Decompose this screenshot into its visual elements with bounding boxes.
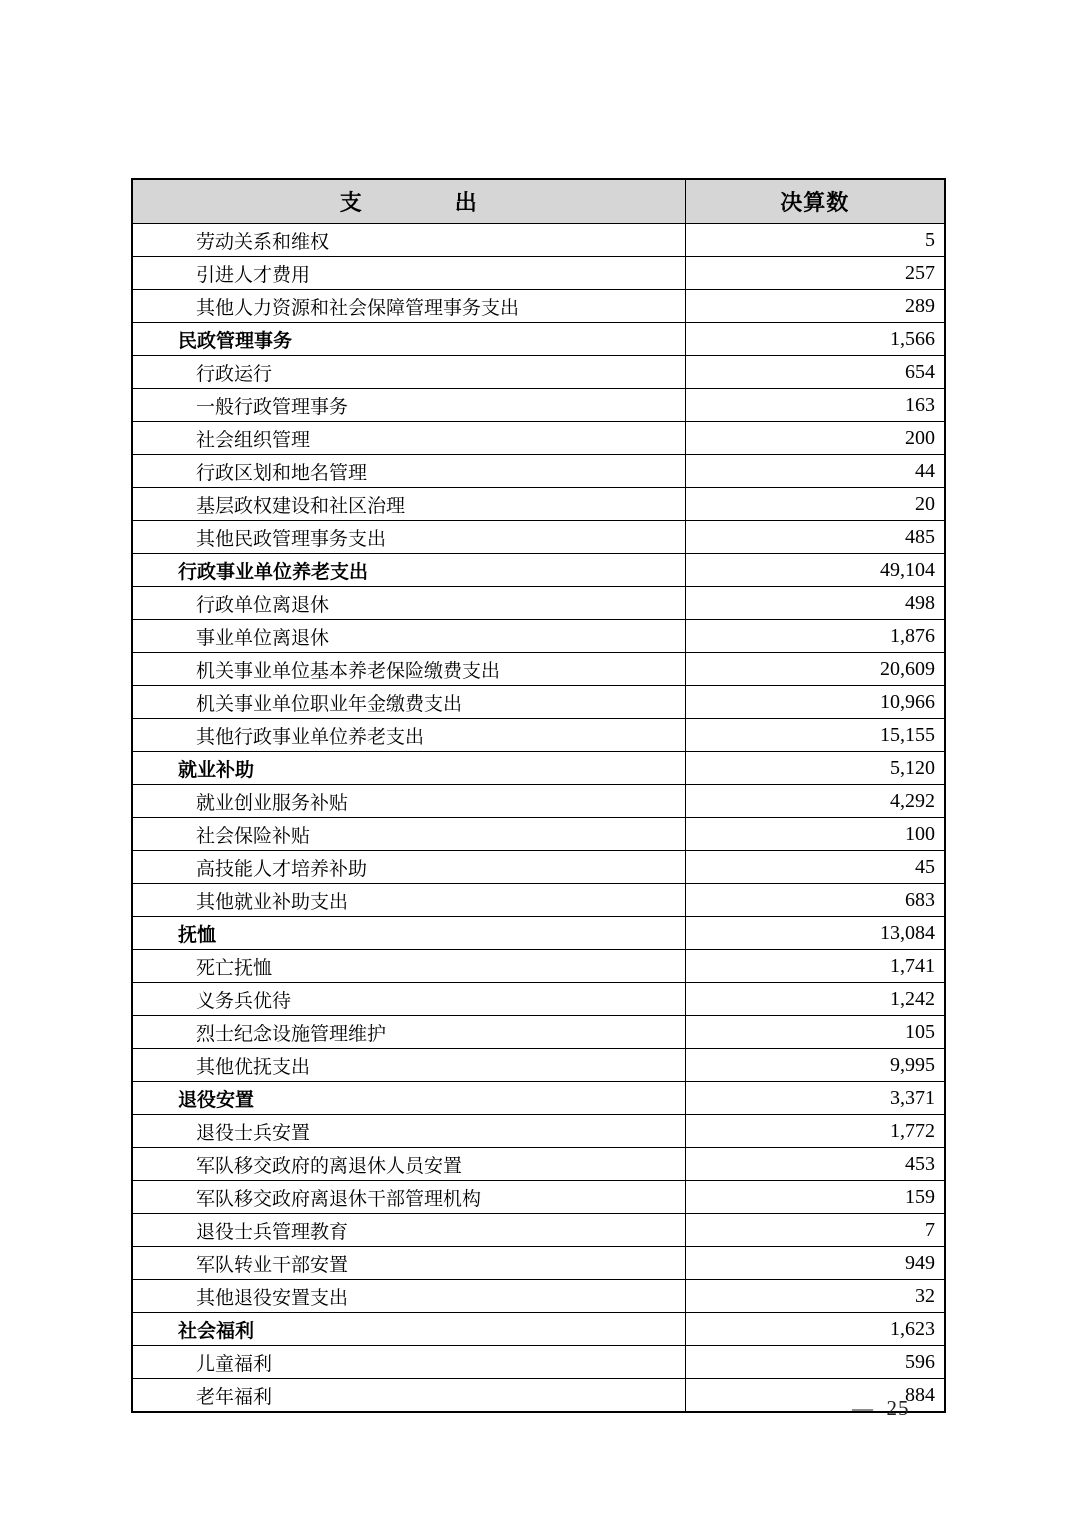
table-row — [132, 752, 945, 785]
final-accounts-amount: 100 — [685, 818, 945, 851]
expenditure-item-label: 社会组织管理 — [132, 422, 685, 455]
expenditure-item-label: 行政单位离退休 — [132, 587, 685, 620]
table-row — [132, 884, 945, 917]
table-row — [132, 422, 945, 455]
expenditure-item-label: 其他就业补助支出 — [132, 884, 685, 917]
final-accounts-amount: 159 — [685, 1181, 945, 1214]
final-accounts-amount: 15,155 — [685, 719, 945, 752]
expenditure-item-label: 军队移交政府离退休干部管理机构 — [132, 1181, 685, 1214]
final-accounts-amount: 45 — [685, 851, 945, 884]
final-accounts-amount: 257 — [685, 257, 945, 290]
table-row — [132, 1247, 945, 1280]
final-accounts-amount: 1,242 — [685, 983, 945, 1016]
expenditure-item-label: 退役安置 — [132, 1082, 685, 1115]
final-accounts-amount: 20 — [685, 488, 945, 521]
table-row — [132, 587, 945, 620]
final-accounts-amount: 884 — [685, 1379, 945, 1413]
expenditure-item-label: 行政运行 — [132, 356, 685, 389]
expenditure-item-label: 社会福利 — [132, 1313, 685, 1346]
expenditure-item-label: 劳动关系和维权 — [132, 224, 685, 257]
final-accounts-amount: 596 — [685, 1346, 945, 1379]
table-row — [132, 950, 945, 983]
final-accounts-amount: 289 — [685, 290, 945, 323]
final-accounts-amount: 105 — [685, 1016, 945, 1049]
table-row — [132, 917, 945, 950]
final-accounts-amount: 5,120 — [685, 752, 945, 785]
table-row — [132, 1313, 945, 1346]
table-row — [132, 290, 945, 323]
final-accounts-amount: 1,623 — [685, 1313, 945, 1346]
expenditure-item-label: 高技能人才培养补助 — [132, 851, 685, 884]
expenditure-item-label: 就业创业服务补贴 — [132, 785, 685, 818]
final-accounts-amount: 1,876 — [685, 620, 945, 653]
final-accounts-amount: 163 — [685, 389, 945, 422]
expenditure-item-label: 基层政权建设和社区治理 — [132, 488, 685, 521]
final-accounts-amount: 683 — [685, 884, 945, 917]
expenditure-item-label: 事业单位离退休 — [132, 620, 685, 653]
table-header-row — [132, 179, 945, 224]
expenditure-item-label: 老年福利 — [132, 1379, 685, 1413]
table-row — [132, 719, 945, 752]
final-accounts-amount: 654 — [685, 356, 945, 389]
expenditure-item-label: 行政事业单位养老支出 — [132, 554, 685, 587]
table-row — [132, 1181, 945, 1214]
table-row — [132, 389, 945, 422]
final-accounts-amount: 200 — [685, 422, 945, 455]
final-accounts-amount: 485 — [685, 521, 945, 554]
table-row — [132, 1049, 945, 1082]
table-row — [132, 1115, 945, 1148]
final-accounts-amount: 1,566 — [685, 323, 945, 356]
expenditure-item-label: 义务兵优待 — [132, 983, 685, 1016]
expenditure-item-label: 退役士兵安置 — [132, 1115, 685, 1148]
table-row — [132, 554, 945, 587]
final-accounts-amount: 10,966 — [685, 686, 945, 719]
table-row — [132, 686, 945, 719]
table-row — [132, 455, 945, 488]
table-row — [132, 818, 945, 851]
table-row — [132, 323, 945, 356]
final-accounts-amount: 949 — [685, 1247, 945, 1280]
final-accounts-amount: 4,292 — [685, 785, 945, 818]
table-row — [132, 257, 945, 290]
expenditure-item-label: 其他民政管理事务支出 — [132, 521, 685, 554]
table-row — [132, 1082, 945, 1115]
final-accounts-amount: 49,104 — [685, 554, 945, 587]
expenditure-table — [131, 178, 946, 1413]
expenditure-item-label: 军队移交政府的离退休人员安置 — [132, 1148, 685, 1181]
expenditure-item-label: 其他优抚支出 — [132, 1049, 685, 1082]
expenditure-item-label: 其他退役安置支出 — [132, 1280, 685, 1313]
final-accounts-amount: 3,371 — [685, 1082, 945, 1115]
expenditure-item-label: 社会保险补贴 — [132, 818, 685, 851]
final-accounts-amount: 44 — [685, 455, 945, 488]
expenditure-item-label: 其他人力资源和社会保障管理事务支出 — [132, 290, 685, 323]
expenditure-item-label: 一般行政管理事务 — [132, 389, 685, 422]
final-accounts-amount: 498 — [685, 587, 945, 620]
final-accounts-amount: 1,741 — [685, 950, 945, 983]
table-row — [132, 851, 945, 884]
table-row — [132, 1016, 945, 1049]
table-body — [132, 224, 945, 1413]
expenditure-item-label: 抚恤 — [132, 917, 685, 950]
expenditure-item-label: 军队转业干部安置 — [132, 1247, 685, 1280]
expenditure-item-label: 机关事业单位基本养老保险缴费支出 — [132, 653, 685, 686]
table-row — [132, 1280, 945, 1313]
page-number: — 25 — [852, 1396, 910, 1420]
table-row — [132, 785, 945, 818]
table-row — [132, 1214, 945, 1247]
table-row — [132, 521, 945, 554]
final-accounts-amount: 7 — [685, 1214, 945, 1247]
expenditure-item-label: 死亡抚恤 — [132, 950, 685, 983]
table-row — [132, 653, 945, 686]
final-accounts-amount: 453 — [685, 1148, 945, 1181]
table-row — [132, 224, 945, 257]
final-accounts-amount: 20,609 — [685, 653, 945, 686]
table-row — [132, 1379, 945, 1413]
table-row — [132, 1148, 945, 1181]
expenditure-item-label: 就业补助 — [132, 752, 685, 785]
expenditure-item-label: 儿童福利 — [132, 1346, 685, 1379]
final-accounts-amount: 32 — [685, 1280, 945, 1313]
table-row — [132, 620, 945, 653]
table-row — [132, 356, 945, 389]
expenditure-item-label: 机关事业单位职业年金缴费支出 — [132, 686, 685, 719]
final-accounts-amount: 1,772 — [685, 1115, 945, 1148]
expenditure-item-label: 引进人才费用 — [132, 257, 685, 290]
expenditure-item-label: 民政管理事务 — [132, 323, 685, 356]
final-accounts-amount: 13,084 — [685, 917, 945, 950]
column-header-expenditure: 支 出 — [132, 179, 685, 224]
expenditure-item-label: 其他行政事业单位养老支出 — [132, 719, 685, 752]
column-header-final-accounts: 决算数 — [685, 179, 945, 224]
expenditure-item-label: 烈士纪念设施管理维护 — [132, 1016, 685, 1049]
final-accounts-amount: 5 — [685, 224, 945, 257]
final-accounts-amount: 9,995 — [685, 1049, 945, 1082]
expenditure-item-label: 行政区划和地名管理 — [132, 455, 685, 488]
expenditure-item-label: 退役士兵管理教育 — [132, 1214, 685, 1247]
table-row — [132, 983, 945, 1016]
table-row — [132, 1346, 945, 1379]
table-row — [132, 488, 945, 521]
